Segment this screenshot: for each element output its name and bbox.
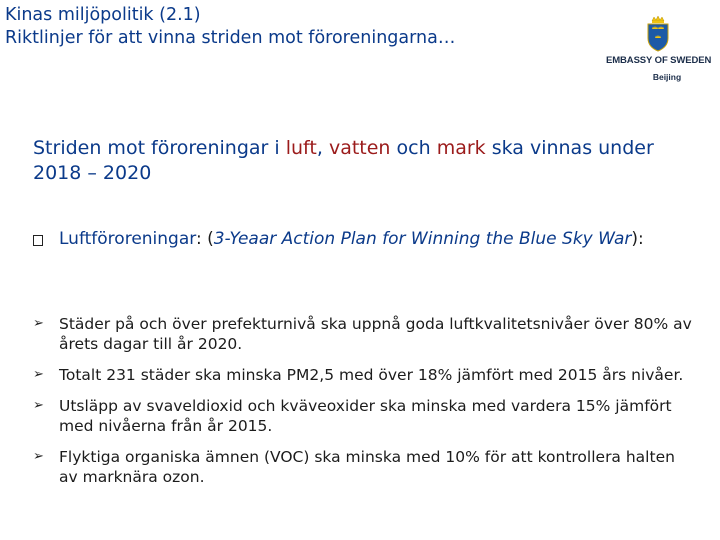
slide-title [5,4,455,50]
list-item [33,396,693,436]
list-item [33,314,693,354]
intro-label: Luftföroreningar [59,229,196,249]
list-item-text: Totalt 231 städer ska minska PM2,5 med över 18% jämfört med 2015 års nivåer. [59,366,684,384]
arrow-bullet-icon: ➢ [33,316,44,331]
embassy-logo [606,14,710,92]
three-crowns-emblem-icon [643,14,673,52]
action-plan-name: 3-Yeaar Action Plan for Winning the Blue Sky War [213,229,632,249]
intro-text [59,228,693,251]
list-item [33,365,693,385]
lead-keyword-luft: luft [285,137,317,159]
list-item [33,447,693,487]
air-pollution-intro [33,228,693,251]
list-item-text: Utsläpp av svaveldioxid och kväveoxider ska minska med vardera 15% jämfört med nivåerna från år 2015. [59,397,672,435]
arrow-bullet-icon: ➢ [33,367,44,382]
arrow-bullet-icon: ➢ [33,398,44,413]
title-line-1: Kinas miljöpolitik (2.1) [5,5,201,25]
embassy-name: EMBASSY OF SWEDEN [606,55,712,66]
target-list [33,314,693,498]
lead-text-4: ska vinnas under 2018 – 2020 [33,137,654,184]
square-bullet-icon [33,235,43,246]
embassy-city: Beijing [652,72,682,82]
lead-text-1: Striden mot föroreningar i [33,137,286,159]
list-item-text: Städer på och över prefekturnivå ska uppnå goda luftkvalitetsnivåer över 80% av årets dagar till år 2020. [59,315,692,353]
lead-keyword-mark: mark [436,137,486,159]
list-item-text: Flyktiga organiska ämnen (VOC) ska minska med 10% för att kontrollera halten av marknära ozon. [59,448,675,486]
title-line-2: Riktlinjer för att vinna striden mot föroreningarna… [5,28,456,48]
intro-colon: : ( [195,229,214,249]
lead-text-2: , [316,137,329,159]
lead-keyword-vatten: vatten [328,137,391,159]
arrow-bullet-icon: ➢ [33,449,44,464]
lead-statement [33,136,703,186]
intro-end: ): [631,229,644,249]
lead-text-3: och [390,137,437,159]
